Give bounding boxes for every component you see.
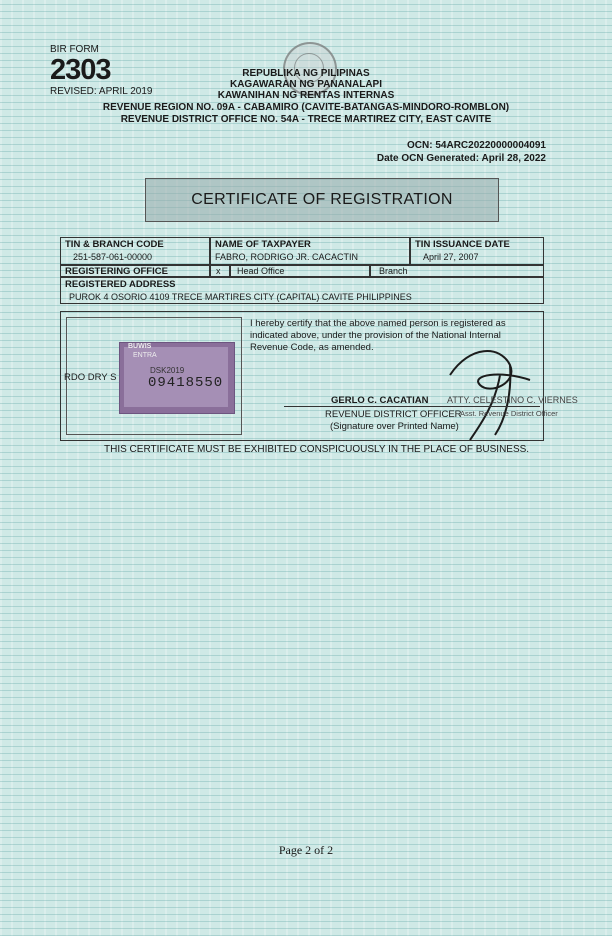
certificate-title: CERTIFICATE OF REGISTRATION <box>145 178 499 222</box>
tin-value: 251-587-061-00000 <box>73 252 153 262</box>
display-notice: THIS CERTIFICATE MUST BE EXHIBITED CONSPICUOUSLY IN THE PLACE OF BUSINESS. <box>104 444 530 455</box>
issuance-value: April 27, 2007 <box>423 252 479 262</box>
signature-caption: (Signature over Printed Name) <box>330 421 459 432</box>
issuance-cell <box>410 237 544 265</box>
stamp-mid-text: ENTRA <box>133 352 157 359</box>
header-district: REVENUE DISTRICT OFFICE NO. 54A - TRECE MARTIREZ CITY, EAST CAVITE <box>120 114 492 125</box>
header-region: REVENUE REGION NO. 09A - CABAMIRO (CAVITE-BATANGAS-MINDORO-ROMBLON) <box>102 102 510 113</box>
overlay-title: Asst. Revenue District Officer <box>460 409 558 418</box>
branch-label: Branch <box>379 266 408 276</box>
issuance-label: TIN ISSUANCE DATE <box>415 239 510 250</box>
header-bureau: KAWANIHAN NG RENTAS INTERNAS <box>217 90 395 101</box>
taxpayer-value: FABRO, RODRIGO JR. CACACTIN <box>215 252 359 262</box>
head-office-cell <box>230 265 370 277</box>
form-number: 2303 <box>50 54 111 86</box>
rdo-label: RDO DRY S <box>64 372 117 383</box>
officer-title: REVENUE DISTRICT OFFICER <box>325 409 462 420</box>
taxpayer-cell <box>210 237 410 265</box>
certification-statement: I hereby certify that the above named person is registered as indicated above, under the provision of the National Internal Revenue Code, as amended. <box>250 318 506 353</box>
form-label: BIR FORM <box>50 44 99 55</box>
head-office-label: Head Office <box>237 266 285 276</box>
head-office-mark: x <box>216 266 221 276</box>
office-label-cell <box>60 265 210 277</box>
address-cell <box>60 277 544 304</box>
taxpayer-label: NAME OF TAXPAYER <box>215 239 311 250</box>
header-republic: REPUBLIKA NG PILIPINAS <box>242 68 370 79</box>
stamp-top-text: BUWIS <box>128 343 152 350</box>
ocn-number: OCN: 54ARC20220000004091 <box>407 140 546 151</box>
address-label: REGISTERED ADDRESS <box>65 279 176 290</box>
officer-name: GERLO C. CACATIAN <box>331 395 429 406</box>
address-value: PUROK 4 OSORIO 4109 TRECE MARTIRES CITY (CAPITAL) CAVITE PHILIPPINES <box>69 292 412 302</box>
tin-cell <box>60 237 210 265</box>
page-number: Page 2 of 2 <box>278 843 334 857</box>
signature-line <box>284 406 540 407</box>
head-office-check <box>210 265 230 277</box>
overlay-name: ATTY. CELESTINO C. VIERNES <box>447 395 578 405</box>
stamp-number: 09418550 <box>148 375 224 391</box>
office-label: REGISTERING OFFICE <box>65 266 168 277</box>
ocn-date: Date OCN Generated: April 28, 2022 <box>376 153 546 164</box>
header-department: KAGAWARAN NG PANANALAPI <box>229 79 383 90</box>
form-revision: REVISED: APRIL 2019 <box>50 86 153 97</box>
branch-cell <box>370 265 544 277</box>
tin-label: TIN & BRANCH CODE <box>65 239 164 250</box>
stamp-code: DSK2019 <box>150 366 185 375</box>
